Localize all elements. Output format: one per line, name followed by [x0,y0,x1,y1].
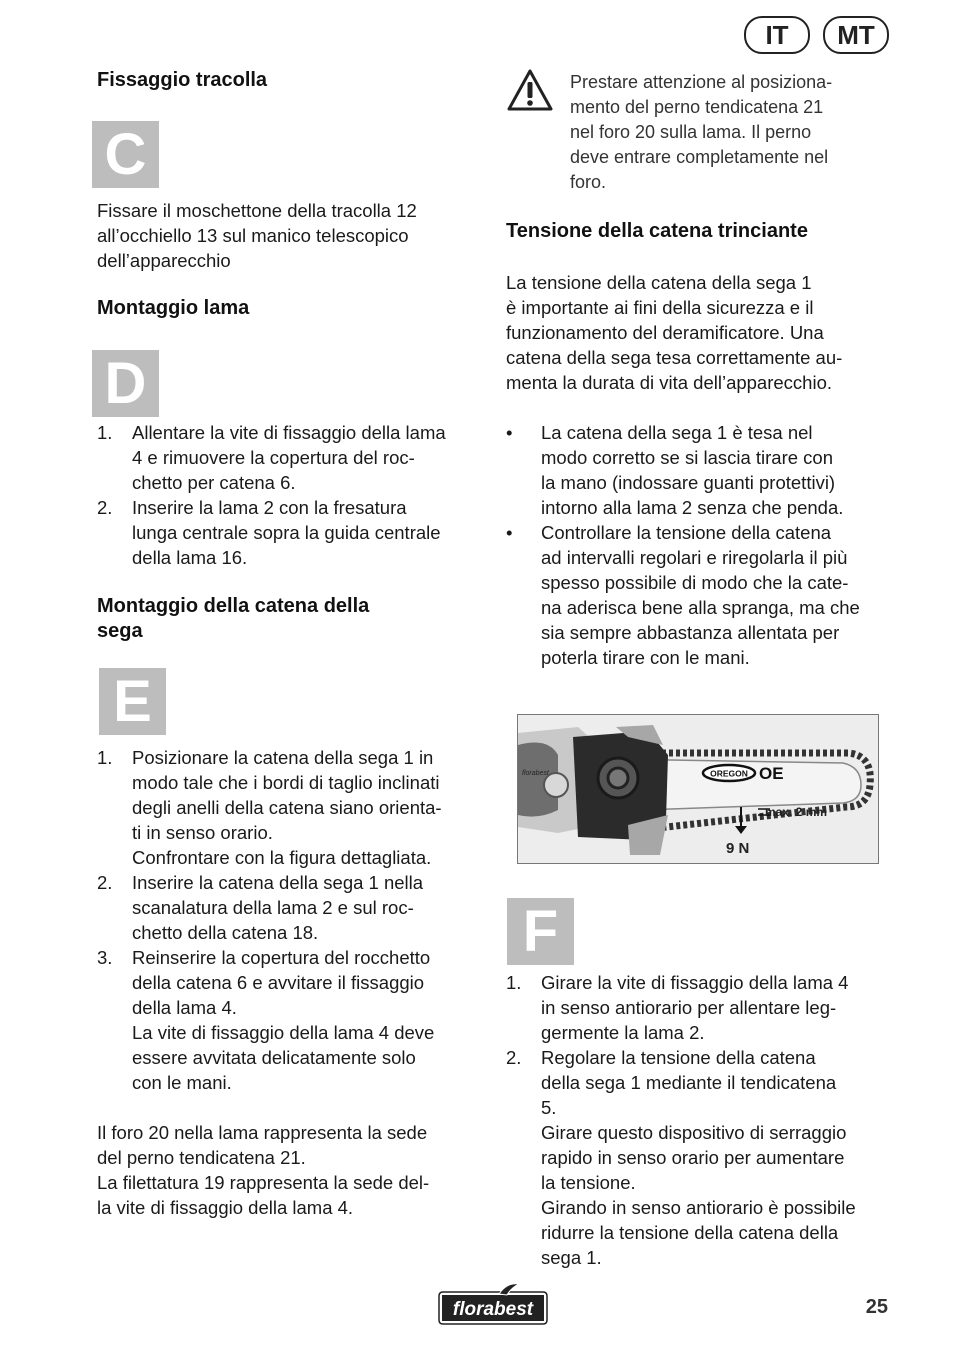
text-line: della lama 16. [132,547,248,568]
section-letter-f: F [507,898,574,965]
text-line: Inserire la catena della sega 1 nella [132,872,424,893]
bar-brand-text: OREGON [710,768,748,779]
text-line: germente la lama 2. [541,1022,705,1043]
warning-text [570,70,832,195]
text-line: la tensione. [541,1172,636,1193]
text-line: chetto per catena 6. [132,472,296,493]
bullet-symbol: • [506,522,513,543]
page-number: 25 [865,1296,888,1318]
chain-tension-illustration [518,715,878,863]
text-line: Confrontare con la figura dettagliata. [132,847,432,868]
text-line: La catena della sega 1 è tesa nel [541,422,813,443]
text-line: in senso antiorario per allentare leg- [541,997,837,1018]
text-line: menta la durata di vita dell’apparecchio. [506,372,832,393]
text-line: funzionamento del deramificatore. Una [506,322,824,343]
heading-fissaggio-tracolla: Fissaggio tracolla [97,69,268,91]
text-line: La filettatura 19 rappresenta la sede del- [97,1172,430,1193]
list-number: 2. [97,497,113,518]
list-number: 1. [97,747,113,768]
force-label: 9 N [726,840,750,857]
text-line: Fissare il moschettone della tracolla 12 [97,200,417,221]
text-line: la vite di fissaggio della lama 4. [97,1197,354,1218]
gap-label: max. 2 mm [765,805,828,819]
text-line: mento del perno tendicatena 21 [570,97,824,117]
text-line: Allentare la vite di fissaggio della lama [132,422,446,443]
text-line: del perno tendicatena 21. [97,1147,306,1168]
list-item [97,495,487,570]
housing-brand-text: florabest [522,770,549,777]
text-line: della lama 4. [132,997,237,1018]
text-line: la mano (indossare guanti protettivi) [541,472,836,493]
text-line: degli anelli della catena siano orienta- [132,797,442,818]
bar-logo-text: OE [759,764,784,783]
list-tension-adjust [506,970,906,1270]
text-line: sia sempre abbastanza allentata per [541,622,840,643]
text-line: poterla tirare con le mani. [541,647,750,668]
text-line: deve entrare completamente nel [570,147,829,167]
text-line: Reinserire la copertura del rocchetto [132,947,431,968]
bullet-symbol: • [506,422,513,443]
list-montaggio-lama [97,420,487,570]
text-line: spesso possibile di modo che la cate- [541,572,849,593]
text-line: lunga centrale sopra la guida centrale [132,522,441,543]
text-line: è importante ai fini della sicurezza e il [506,297,814,318]
text-line: La tensione della catena della sega 1 [506,272,812,293]
section-letter-c: C [92,121,159,188]
text-line: Posizionare la catena della sega 1 in [132,747,434,768]
text-line: ti in senso orario. [132,822,273,843]
list-number: 3. [97,947,113,968]
text-line: Girare questo dispositivo di serraggio [541,1122,847,1143]
list-item [506,1045,906,1270]
list-item [506,420,896,520]
text-line: intorno alla lama 2 senza che penda. [541,497,844,518]
heading-montaggio-catena [97,594,369,644]
paragraph-strap [97,198,417,273]
list-item [506,970,906,1045]
text-line: rapido in senso orario per aumentare [541,1147,845,1168]
list-item [506,520,896,670]
text-line: della catena 6 e avvitare il fissaggio [132,972,425,993]
list-number: 1. [506,972,522,993]
text-line: ad intervalli regolari e riregolarla il più [541,547,848,568]
florabest-logo [437,1282,549,1326]
text-line: catena della sega tesa correttamente au- [506,347,843,368]
heading-tensione-catena: Tensione della catena trinciante [506,220,808,242]
section-letter-d: D [92,350,159,417]
list-number: 2. [506,1047,522,1068]
text-line: Girare la vite di fissaggio della lama 4 [541,972,849,993]
text-line: La vite di fissaggio della lama 4 deve [132,1022,435,1043]
heading-line: Montaggio della catena della [97,595,370,617]
list-item [97,420,487,495]
text-line: 5. [541,1097,557,1118]
warning-icon [506,68,554,112]
list-item [97,870,487,945]
text-line: Prestare attenzione al posiziona- [570,72,833,92]
list-item [97,945,487,1095]
text-line: modo corretto se si lascia tirare con [541,447,834,468]
language-badge-mt: MT [823,16,889,54]
text-line: Il foro 20 nella lama rappresenta la sede [97,1122,428,1143]
text-line: Inserire la lama 2 con la fresatura [132,497,407,518]
text-line: essere avvitata delicatamente solo [132,1047,416,1068]
paragraph-tension-intro [506,270,842,395]
text-line: dell’apparecchio [97,250,231,271]
text-line: sega 1. [541,1247,602,1268]
language-badge-it: IT [744,16,810,54]
text-line: nel foro 20 sulla lama. Il perno [570,122,812,142]
text-line: Girando in senso antiorario è possibile [541,1197,856,1218]
text-line: chetto della catena 18. [132,922,319,943]
list-number: 1. [97,422,113,443]
text-line: Regolare la tensione della catena [541,1047,816,1068]
text-line: foro. [570,172,607,192]
list-number: 2. [97,872,113,893]
paragraph-hole-note [97,1120,429,1220]
list-tension-bullets [506,420,896,670]
heading-montaggio-lama: Montaggio lama [97,297,250,319]
text-line: all’occhiello 13 sul manico telescopico [97,225,409,246]
section-letter-e: E [99,668,166,735]
text-line: con le mani. [132,1072,232,1093]
text-line: scanalatura della lama 2 e sul roc- [132,897,414,918]
text-line: Controllare la tensione della catena [541,522,832,543]
logo-text: florabest [452,1299,534,1320]
text-line: ridurre la tensione della catena della [541,1222,839,1243]
text-line: 4 e rimuovere la copertura del roc- [132,447,415,468]
text-line: modo tale che i bordi di taglio inclinati [132,772,440,793]
list-montaggio-catena [97,745,487,1095]
text-line: della sega 1 mediante il tendicatena [541,1072,837,1093]
heading-line: sega [97,620,143,642]
text-line: na aderisca bene alla spranga, ma che [541,597,860,618]
chain-tension-figure [517,714,879,864]
list-item [97,745,487,870]
